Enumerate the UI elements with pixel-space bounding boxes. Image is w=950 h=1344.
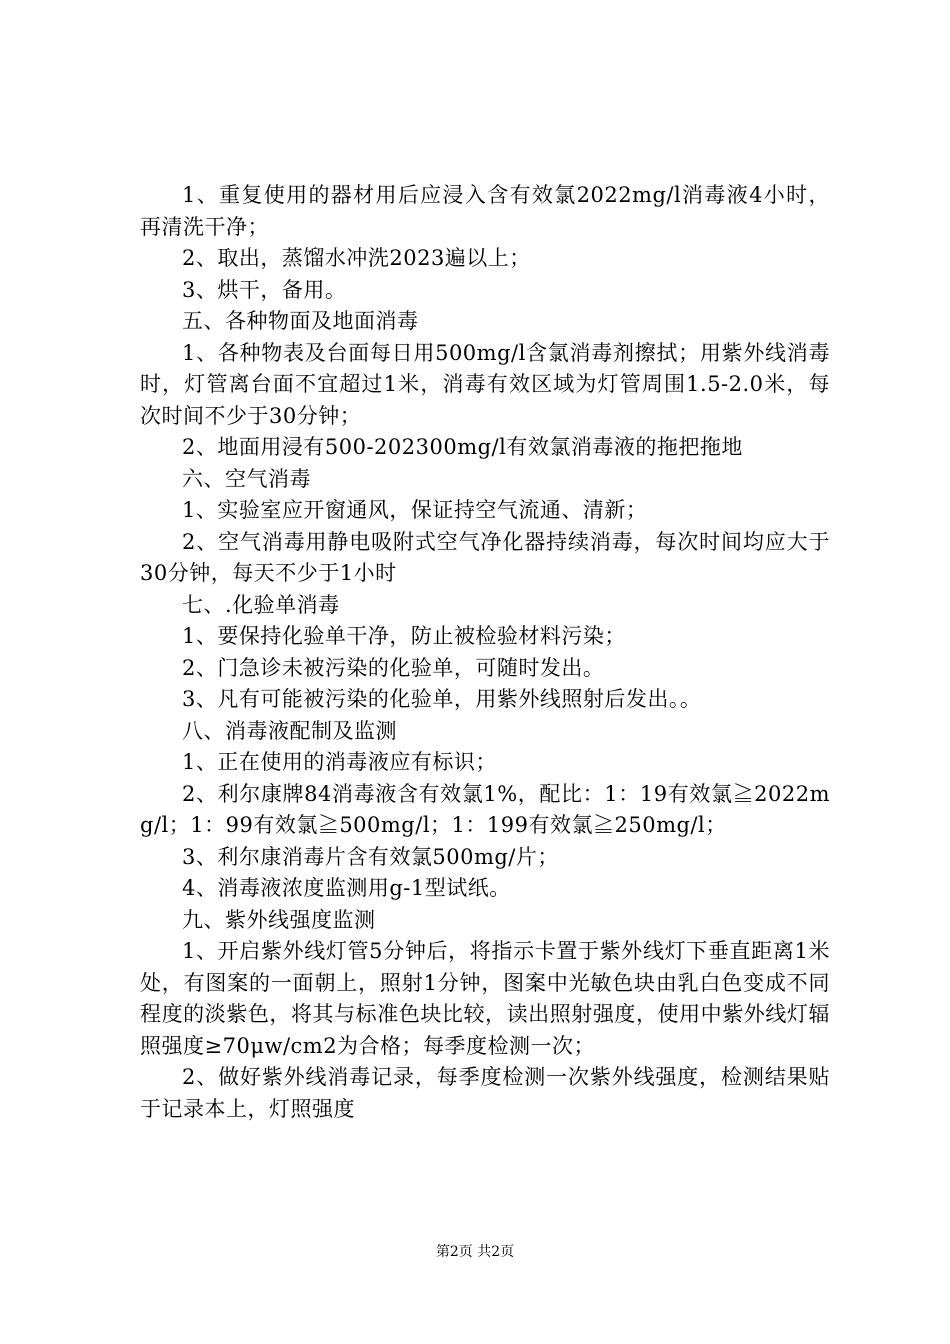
paragraph: 1、重复使用的器材用后应浸入含有效氯2022mg/l消毒液4小时，再清洗干净； — [140, 183, 830, 239]
paragraph: 2、空气消毒用静电吸附式空气净化器持续消毒，每次时间均应大于30分钟，每天不少于1小时 — [140, 529, 830, 585]
paragraph: 2、地面用浸有500-202300mg/l有效氯消毒液的拖把拖地 — [182, 435, 743, 459]
page-number: 第2页 共2页 — [435, 1244, 515, 1260]
paragraph: 4、消毒液浓度监测用g-1型试纸。 — [182, 876, 511, 900]
section-heading: 七、.化验单消毒 — [182, 592, 340, 617]
document-body — [140, 180, 830, 1125]
section-heading: 五、各种物面及地面消毒 — [182, 309, 419, 333]
paragraph: 3、凡有可能被污染的化验单，用紫外线照射后发出。。 — [182, 687, 702, 711]
page-footer — [0, 1242, 950, 1262]
paragraph: 2、门急诊未被污染的化验单，可随时发出。 — [182, 655, 605, 680]
paragraph: 3、利尔康消毒片含有效氯500mg/片； — [182, 844, 559, 869]
paragraph: 2、取出，蒸馏水冲洗2023遍以上； — [182, 246, 531, 270]
paragraph: 1、要保持化验单干净，防止被检验材料污染； — [182, 624, 626, 648]
paragraph: 1、实验室应开窗通风，保证持空气流通、清新； — [182, 498, 648, 522]
section-heading: 六、空气消毒 — [182, 466, 311, 491]
paragraph: 3、烘干，备用。 — [182, 277, 347, 302]
paragraph: 1、正在使用的消毒液应有标识； — [182, 750, 497, 774]
paragraph: 2、利尔康牌84消毒液含有效氯1%，配比：1：19有效氯≧2022mg/l；1：99有效氯≧500mg/l；1：199有效氯≧250mg/l； — [140, 781, 830, 837]
section-heading: 八、消毒液配制及监测 — [182, 718, 397, 743]
paragraph: 1、开启紫外线灯管5分钟后，将指示卡置于紫外线灯下垂直距离1米处，有图案的一面朝上，照射1分钟，图案中光敏色块由乳白色变成不同程度的淡紫色，将其与标准色块比较，读出照射强度，使用中紫外线灯辐照强度≥70μw/cm2为合格；每季度检测一次； — [140, 939, 830, 1058]
section-heading: 九、紫外线强度监测 — [182, 907, 376, 932]
paragraph: 1、各种物表及台面每日用500mg/l含氯消毒剂擦拭；用紫外线消毒时，灯管离台面不宜超过1米，消毒有效区域为灯管周围1.5-2.0米，每次时间不少于30分钟； — [140, 340, 830, 428]
paragraph: 2、做好紫外线消毒记录，每季度检测一次紫外线强度，检测结果贴于记录本上，灯照强度 — [140, 1065, 830, 1121]
